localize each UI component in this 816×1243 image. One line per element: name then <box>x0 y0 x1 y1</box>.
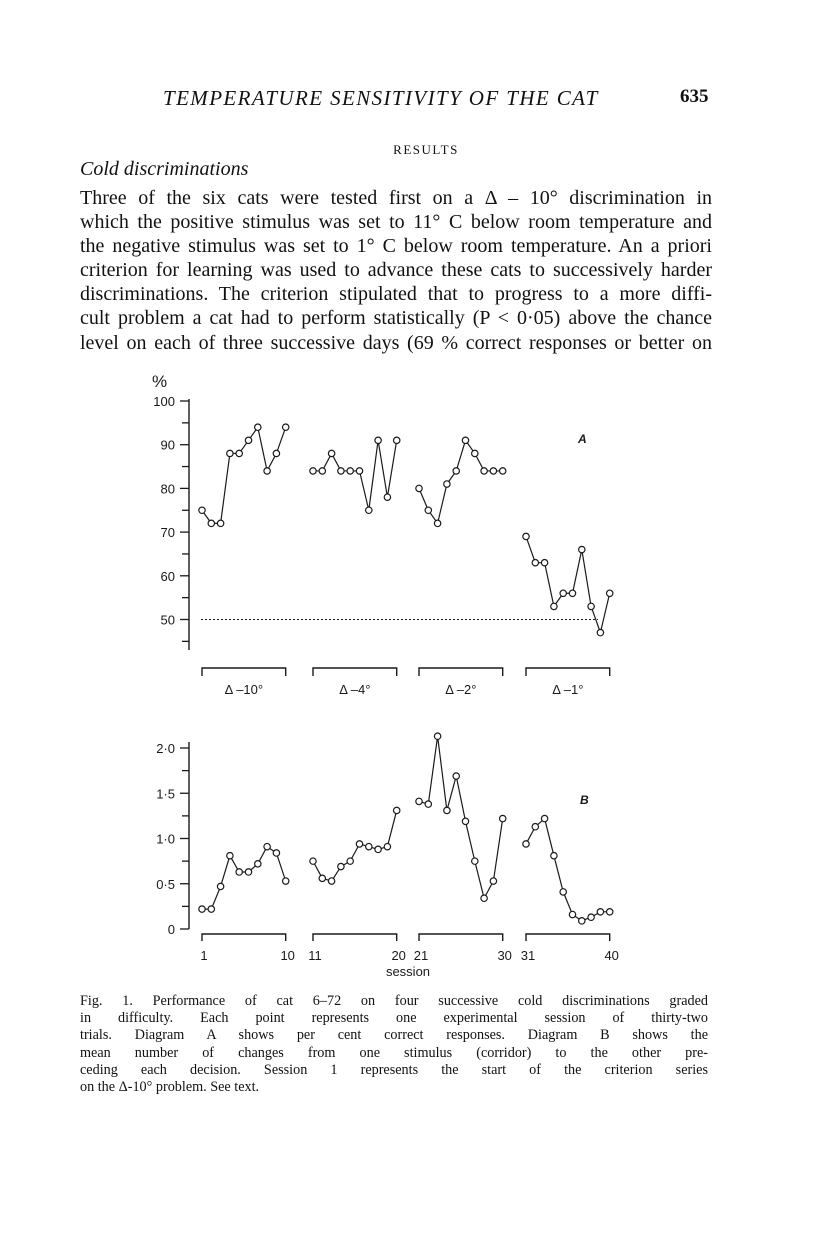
data-point-b <box>273 850 279 856</box>
data-point-a <box>356 468 362 474</box>
axis-b-x-tick-label: 10 <box>280 948 295 963</box>
data-point-b <box>310 858 316 864</box>
data-point-a <box>245 437 251 443</box>
caption-line: ceding each decision. Session 1 represents the start of the criterion series <box>80 1061 708 1078</box>
group-label: Δ –10° <box>224 682 264 697</box>
data-point-a <box>255 424 261 430</box>
axis-a-tick-label: 50 <box>160 612 175 628</box>
axis-a-tick-label: 90 <box>160 437 175 453</box>
group-bracket-a <box>419 668 503 676</box>
section-heading: RESULTS <box>393 142 459 157</box>
axis-b-tick-label: 0 <box>167 922 175 937</box>
series-b-line-4 <box>526 819 610 921</box>
data-point-b <box>255 861 261 867</box>
paragraph-line: discriminations. The criterion stipulated that to progress to a more diffi- <box>80 283 712 306</box>
data-point-a <box>319 468 325 474</box>
caption-line: mean number of changes from one stimulus (corridor) to the other pre- <box>80 1044 708 1061</box>
data-point-a <box>347 468 353 474</box>
caption-line: in difficulty. Each point represents one experimental session of thirty-two <box>80 1010 708 1027</box>
data-point-b <box>453 773 459 779</box>
data-point-a <box>264 468 270 474</box>
series-b-line-1 <box>202 847 286 909</box>
group-bracket-b <box>313 934 397 941</box>
data-point-a <box>444 481 450 487</box>
data-point-a <box>227 450 233 456</box>
paragraph-line: level on each of three successive days (69 % correct responses or better on <box>80 331 712 354</box>
axis-a-unit-label: % <box>152 372 168 391</box>
paragraph-line: Three of the six cats were tested first on a Δ – 10° discrimination in <box>80 187 712 209</box>
axis-a-tick-label: 80 <box>160 481 175 497</box>
data-point-a <box>273 450 279 456</box>
axis-a-tick-label: 70 <box>160 525 175 541</box>
data-point-a <box>434 520 440 526</box>
data-point-b <box>472 858 478 864</box>
group-label: Δ –4° <box>339 682 371 697</box>
data-point-b <box>490 878 496 884</box>
data-point-b <box>283 878 289 884</box>
data-point-b <box>245 869 251 875</box>
panel-a-label: A <box>578 432 587 446</box>
data-point-a <box>607 590 613 596</box>
data-point-b <box>347 858 353 864</box>
data-point-a <box>532 559 538 565</box>
axis-b-x-tick-label: 20 <box>391 948 406 963</box>
data-point-a <box>199 507 205 513</box>
data-point-a <box>481 468 487 474</box>
running-head <box>0 86 816 112</box>
data-point-a <box>236 450 242 456</box>
paragraph-line: the negative stimulus was set to 1° C below room temperature. An a priori <box>80 235 712 258</box>
axis-a-tick-label: 100 <box>153 394 175 409</box>
axis-b-x-tick-label: 30 <box>497 948 512 963</box>
data-point-a <box>462 437 468 443</box>
axis-b-x-tick-label: 21 <box>413 948 429 963</box>
data-point-b <box>394 807 400 813</box>
data-point-b <box>462 818 468 824</box>
data-point-b <box>236 869 242 875</box>
page-number: 635 <box>680 86 709 107</box>
running-title: TEMPERATURE SENSITIVITY OF THE CAT <box>163 86 599 110</box>
data-point-b <box>375 846 381 852</box>
data-point-b <box>597 909 603 915</box>
data-point-a <box>338 468 344 474</box>
data-point-a <box>579 546 585 552</box>
data-point-b <box>551 852 557 858</box>
series-a-line-1 <box>202 427 286 523</box>
caption-line: Fig. 1. Performance of cat 6–72 on four successive cold discriminations graded <box>80 993 708 1009</box>
data-point-a <box>375 437 381 443</box>
data-point-a <box>472 450 478 456</box>
group-bracket-b <box>526 934 610 941</box>
body-paragraph <box>80 186 712 355</box>
panel-b-label: B <box>580 793 589 807</box>
figure-1 <box>0 360 816 990</box>
axis-b-x-tick-label: 11 <box>308 948 322 963</box>
data-point-b <box>588 914 594 920</box>
data-point-b <box>425 801 431 807</box>
data-point-b <box>384 843 390 849</box>
paragraph-line: cult problem a cat had to perform statistically (P < 0·05) above the chance <box>80 307 712 330</box>
axis-b-tick-label: 0·5 <box>156 876 175 892</box>
series-a-line-2 <box>313 440 397 510</box>
figure-caption <box>80 993 708 1096</box>
data-point-a <box>366 507 372 513</box>
subsection-heading: Cold discriminations <box>80 158 249 180</box>
data-point-b <box>227 852 233 858</box>
data-point-b <box>199 906 205 912</box>
data-point-a <box>416 485 422 491</box>
data-point-a <box>283 424 289 430</box>
axis-b-x-tick-label: 31 <box>520 948 536 963</box>
data-point-a <box>597 629 603 635</box>
data-point-a <box>560 590 566 596</box>
data-point-b <box>208 906 214 912</box>
series-b-line-3 <box>419 736 503 898</box>
data-point-b <box>217 883 223 889</box>
data-point-a <box>541 559 547 565</box>
data-point-b <box>434 733 440 739</box>
data-point-a <box>394 437 400 443</box>
data-point-b <box>356 841 362 847</box>
axis-a-tick-label: 60 <box>160 568 175 584</box>
axis-b-x-label: session <box>385 964 431 979</box>
series-a-line-4 <box>526 536 610 632</box>
axis-b-x-tick-label: 1 <box>200 948 208 963</box>
data-point-a <box>588 603 594 609</box>
data-point-a <box>217 520 223 526</box>
caption-line: on the Δ-10° problem. See text. <box>80 1079 260 1096</box>
data-point-b <box>541 815 547 821</box>
data-point-a <box>500 468 506 474</box>
group-bracket-b <box>419 934 503 941</box>
data-point-b <box>319 875 325 881</box>
data-point-a <box>425 507 431 513</box>
data-point-b <box>607 909 613 915</box>
data-point-b <box>338 863 344 869</box>
data-point-b <box>500 815 506 821</box>
data-point-a <box>384 494 390 500</box>
data-point-a <box>569 590 575 596</box>
paragraph-line: which the positive stimulus was set to 11° C below room temperature and <box>80 211 712 234</box>
data-point-b <box>481 895 487 901</box>
data-point-a <box>310 468 316 474</box>
axis-b-tick-label: 1·5 <box>156 786 175 802</box>
axis-b-tick-label: 2·0 <box>156 741 175 756</box>
data-point-a <box>208 520 214 526</box>
group-bracket-a <box>202 668 286 676</box>
data-point-a <box>328 450 334 456</box>
group-bracket-a <box>313 668 397 676</box>
data-point-b <box>416 798 422 804</box>
axis-b-tick-label: 1·0 <box>156 831 175 847</box>
data-point-a <box>490 468 496 474</box>
data-point-b <box>328 878 334 884</box>
group-label: Δ –1° <box>552 682 584 697</box>
data-point-b <box>264 843 270 849</box>
data-point-a <box>551 603 557 609</box>
data-point-a <box>453 468 459 474</box>
paragraph-line: criterion for learning was used to advance these cats to successively harder <box>80 259 712 282</box>
data-point-b <box>569 911 575 917</box>
group-label: Δ –2° <box>445 682 477 697</box>
data-point-b <box>560 889 566 895</box>
group-bracket-a <box>526 668 610 676</box>
data-point-b <box>366 843 372 849</box>
data-point-a <box>523 533 529 539</box>
data-point-b <box>579 918 585 924</box>
axis-b-x-tick-label: 40 <box>604 948 619 963</box>
data-point-b <box>532 824 538 830</box>
data-point-b <box>523 841 529 847</box>
caption-line: trials. Diagram A shows per cent correct responses. Diagram B shows the <box>80 1027 708 1044</box>
group-bracket-b <box>202 934 286 941</box>
data-point-b <box>444 807 450 813</box>
